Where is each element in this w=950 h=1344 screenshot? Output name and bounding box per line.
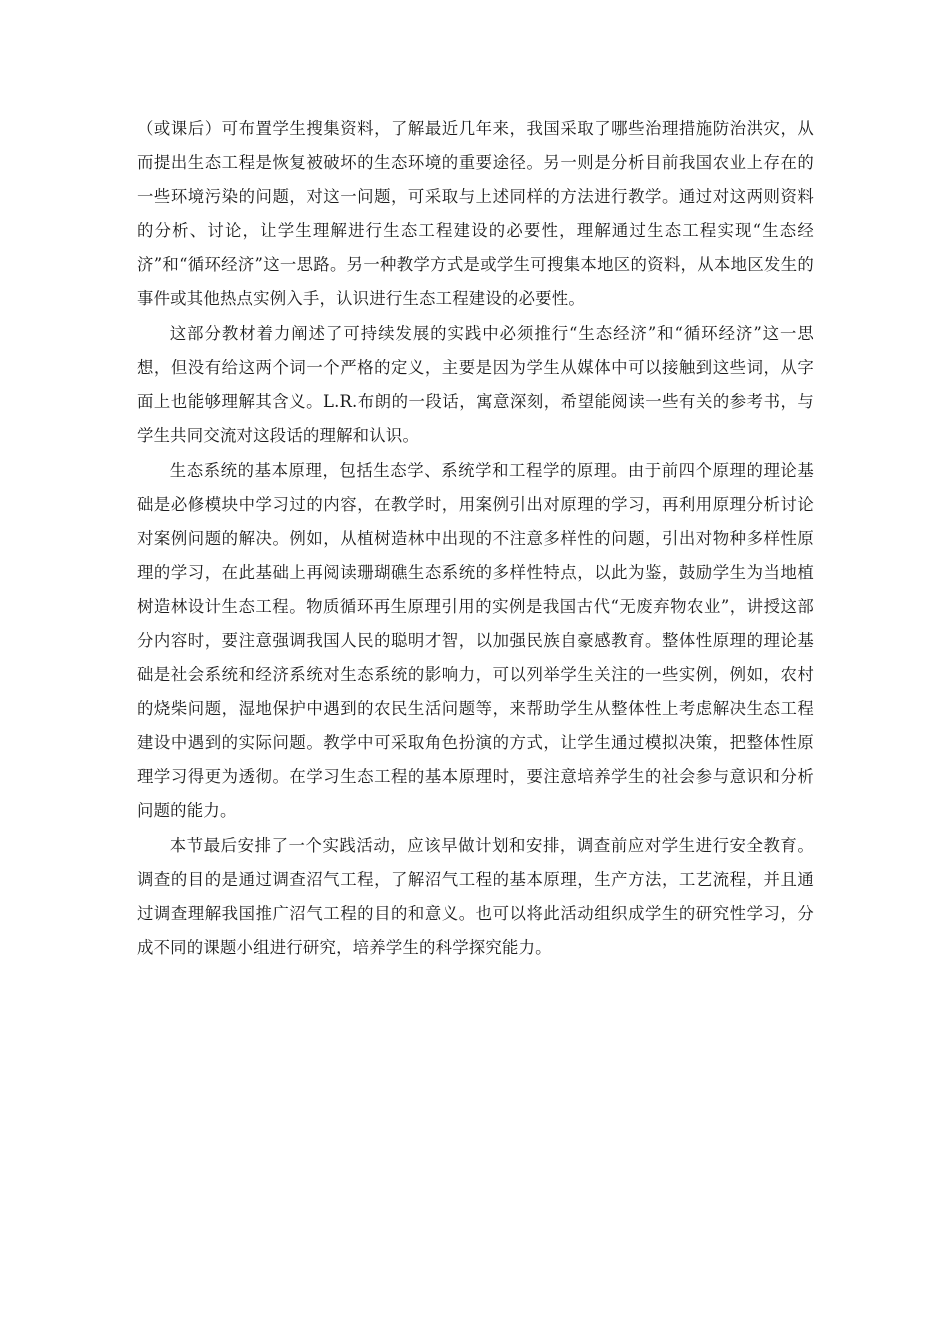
paragraph-2: 这部分教材着力阐述了可持续发展的实践中必须推行“生态经济”和“循环经济”这一思想，但没有给这两个词一个严格的定义，主要是因为学生从媒体中可以接触到这些词，从字面上也能够理解其含义。L.R.布朗的一段话，寓意深刻，希望能阅读一些有关的参考书，与学生共同交流对这段话的理解和认识。 — [137, 324, 814, 445]
paragraph-3: 生态系统的基本原理，包括生态学、系统学和工程学的原理。由于前四个原理的理论基础是必修模块中学习过的内容，在教学时，用案例引出对原理的学习，再利用原理分析讨论对案例问题的解决。例如，从植树造林中出现的不注意多样性的问题，引出对物种多样性原理的学习，在此基础上再阅读珊瑚礁生态系统的多样性特点，以此为鉴，鼓励学生为当地植树造林设计生态工程。物质循环再生原理引用的实例是我国古代“无废弃物农业”，讲授这部分内容时，要注意强调我国人民的聪明才智，以加强民族自豪感教育。整体性原理的理论基础是社会系统和经济系统对生态系统的影响力，可以列举学生关注的一些实例，例如，农村的烧柴问题，湿地保护中遇到的农民生活问题等，来帮助学生从整体性上考虑解决生态工程建设中遇到的实际问题。教学中可采取角色扮演的方式，让学生通过模拟决策，把整体性原理学习得更为透彻。在学习生态工程的基本原理时，要注意培养学生的社会参与意识和分析问题的能力。 — [137, 461, 814, 820]
paragraph-4: 本节最后安排了一个实践活动，应该早做计划和安排，调查前应对学生进行安全教育。调查的目的是通过调查沼气工程，了解沼气工程的基本原理，生产方法，工艺流程，并且通过调查理解我国推广沼气工程的目的和意义。也可以将此活动组织成学生的研究性学习，分成不同的课题小组进行研究，培养学生的科学探究能力。 — [137, 836, 814, 957]
document-body — [137, 112, 814, 966]
paragraph-1: （或课后）可布置学生搜集资料，了解最近几年来，我国采取了哪些治理措施防治洪灾，从而提出生态工程是恢复被破坏的生态环境的重要途径。另一则是分析目前我国农业上存在的一些环境污染的问题，对这一问题，可采取与上述同样的方法进行教学。通过对这两则资料的分析、讨论，让学生理解进行生态工程建设的必要性，理解通过生态工程实现“生态经济”和“循环经济”这一思路。另一种教学方式是或学生可搜集本地区的资料，从本地区发生的事件或其他热点实例入手，认识进行生态工程建设的必要性。 — [137, 119, 814, 308]
